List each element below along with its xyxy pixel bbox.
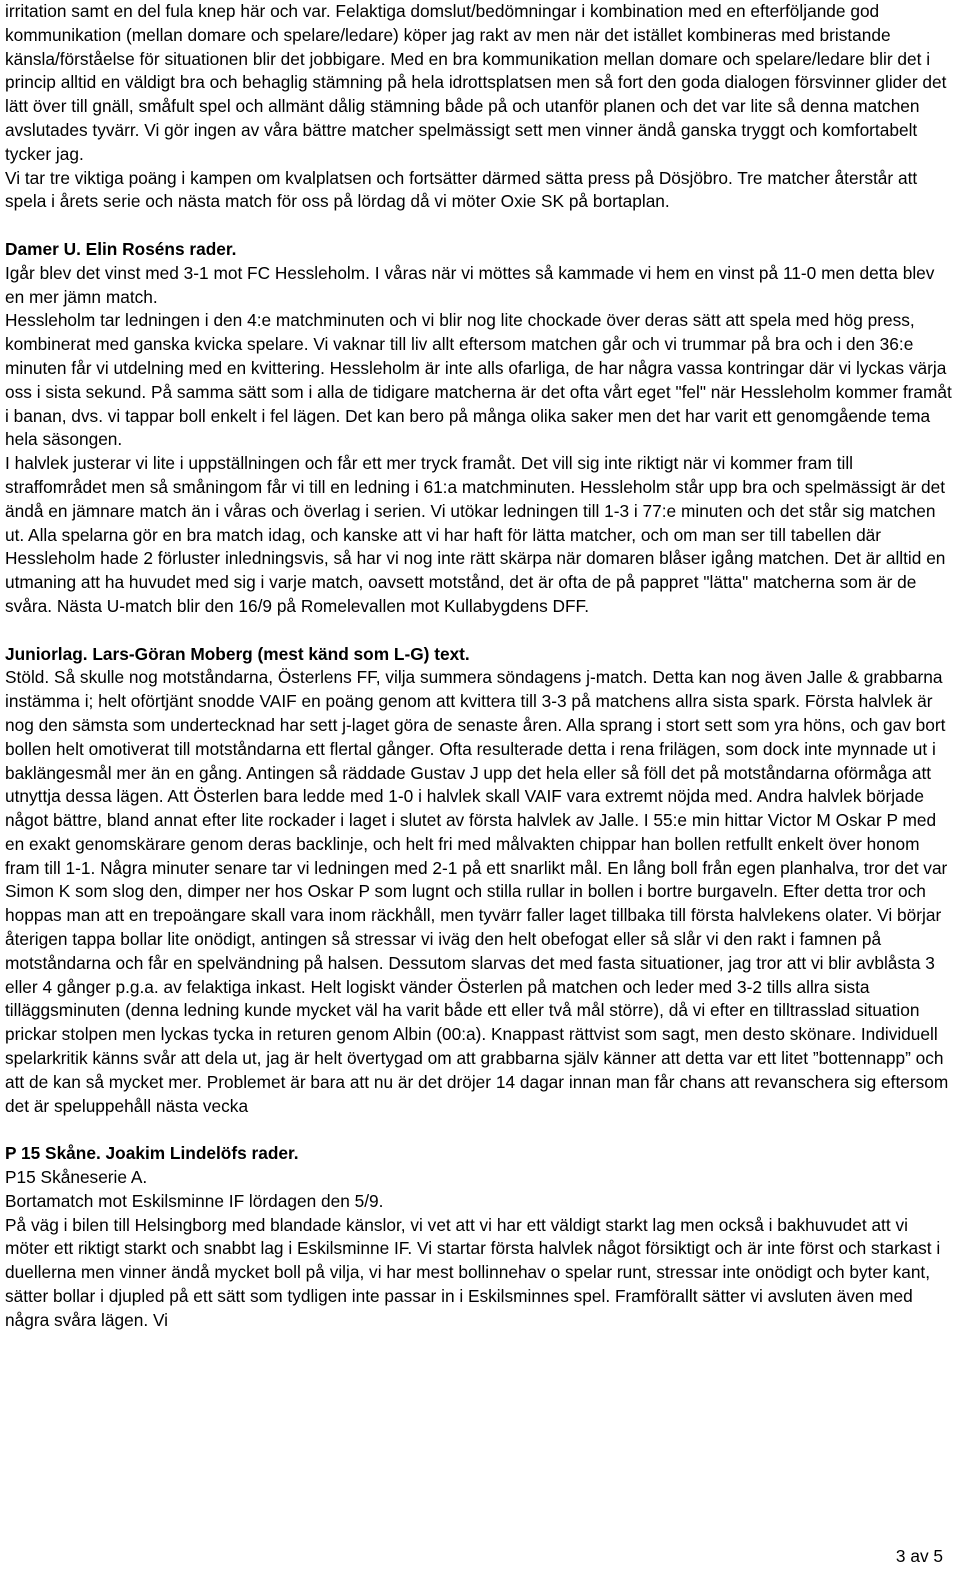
section-paragraph: Stöld. Så skulle nog motståndarna, Österlens FF, vilja summera söndagens j-match. Detta kan nog även Jalle & grabbarna instämma i; helt oförtjänt snodde VAIF en poäng genom att kvittera till 3-3 på matchens allra sista spark. Första halvlek är nog den sämsta som undertecknad har sett j-laget göra de senaste åren. Alla sprang i stort sett som yra höns, och gav bort bollen helt omotiverat till motståndarna ett flertal gånger. Ofta resulterade detta i rena frilägen, som dock inte mynnade ut i baklängesmål mer än en gång. Antingen så räddade Gustav J upp det hela eller så föll det på motståndarna oförmåga att utnyttja dessa lägen. Att Österlen bara ledde med 1-0 i halvlek skall VAIF vara extremt nöjda med. Andra halvlek började något bättre, bland annat efter lite rockader i laget i slutet av första halvlek av Jalle. I 55:e min hittar Victor M Oskar P med en exakt genomskärare genom deras backlinje, och helt fri med målvakten chippar han bollen retfullt enkelt över honom fram till 1-1. Några minuter senare tar vi ledningen med 2-1 på ett snarlikt mål. En lång boll från egen planhalva, tror det var Simon K som slog den, dimper ner hos Oskar P som lugnt och stilla rullar in bollen i bortre burgaveln. Efter detta tror och hoppas man att en trepoängare skall vara inom räckhåll, men tyvärr faller laget tillbaka till första halvlekens olater. Vi börjar återigen tappa bollar lite onödigt, antingen så stressar vi iväg den helt obefogat eller så slår vi den rakt i famnen på motståndarna och får en spelvändning på halsen. Dessutom slarvas det med fasta situationer, jag tror att vi blir avblåsta 3 eller 4 gånger p.g.a. av felaktiga inkast. Helt logiskt vänder Österlen på matchen och leder med 3-2 tills allra sista tilläggsminuten (denna ledning kunde mycket väl ha varit både ett eller två mål större), då vi efter en tilltrasslad situation prickar stolpen men lyckas tycka in returen genom Albin (00:a). Knappast rättvist som sagt, men desto skönare. Individuell spelarkritik känns svår att dela ut, jag är helt övertygad om att grabbarna själv känner att detta var ett litet ”bottennapp” och att de kan så mycket mer. Problemet är bara att nu är det dröjer 14 dagar innan man får chans att revanschera sig eftersom det är speluppehåll nästa vecka bbox=[5, 667, 949, 1116]
section-paragraph: Hessleholm tar ledningen i den 4:e matchminuten och vi blir nog lite chockade över deras sätt att spela med hög press, kombinerat med ganska kvicka spelare. Vi vaknar till liv allt eftersom matchen går och vi trummar på bra och i den 36:e minuten får vi utdelning med en kvittering. Hessleholm är inte alls ofarliga, de har några vassa kontringar där vi lyckas värja oss i sista sekund. På samma sätt som i alla de tidigare matcherna är det ofta vårt eget "fel" när Hessleholm kommer framåt i banan, dvs. vi tappar boll enkelt i fel lägen. Det kan bero på många olika saker men det har varit ett genomgående tema hela säsongen. bbox=[5, 310, 952, 450]
section-paragraph: P15 Skåneserie A. bbox=[5, 1167, 148, 1188]
intro-paragraph: irritation samt en del fula knep här och var. Felaktiga domslut/bedömningar i kombination med en efterföljande god kommunikation (mellan domare och spelare/ledare) köper jag rakt av men när det istället kombineras med bristande känsla/förståelse för situationen blir det jobbigare. Med en bra kommunikation mellan domare och spelare/ledare blir det i princip alltid en väldigt bra och behaglig stämning på hela idrottsplatsen men så fort den goda dialogen försvinner glider det lätt över till gnäll, småfult spel och allmänt dålig stämning både på och utanför planen och det var lite så denna matchen avslutades tyvärr. Vi gör ingen av våra bättre matcher spelmässigt sett men vinner ändå ganska tryggt och komfortabelt tycker jag. bbox=[5, 1, 947, 164]
section-heading-damer-u: Damer U. Elin Roséns rader. bbox=[5, 238, 237, 259]
section-paragraph: Bortamatch mot Eskilsminne IF lördagen den 5/9. bbox=[5, 1190, 384, 1211]
section-gap bbox=[5, 619, 955, 643]
section-paragraph: På väg i bilen till Helsingborg med blandade känslor, vi vet att vi har ett väldigt starkt lag men också i bakhuvudet att vi möter ett riktigt starkt och snabbt lag i Eskilsminne IF. Vi startar första halvlek något försiktigt och är inte först och starkast i duellerna men vinner ändå mycket boll på vilja, vi har mest bollinnehav o spelar runt, stressar inte onödigt och byter kant, sätter bollar i djupled på ett sätt som tydligen inte passar in i Eskilsminnes spel. Framförallt sätter vi avsluten även med några svåra lägen. Vi bbox=[5, 1214, 941, 1330]
section-gap bbox=[5, 1118, 955, 1142]
section-heading-p15-skane: P 15 Skåne. Joakim Lindelöfs rader. bbox=[5, 1143, 299, 1164]
section-heading-juniorlag: Juniorlag. Lars-Göran Moberg (mest känd som L-G) text. bbox=[5, 643, 470, 664]
section-paragraph: Igår blev det vinst med 3-1 mot FC Hessleholm. I våras när vi möttes så kammade vi hem en vinst på 11-0 men detta blev en mer jämn match. bbox=[5, 262, 935, 307]
intro-paragraph: Vi tar tre viktiga poäng i kampen om kvalplatsen och fortsätter därmed sätta press på Dösjöbro. Tre matcher återstår att spela i årets serie och nästa match för oss på lördag då vi möter Oxie SK på bortaplan. bbox=[5, 167, 918, 212]
section-paragraph: I halvlek justerar vi lite i uppställningen och får ett mer tryck framåt. Det vill sig inte riktigt när vi kommer fram till straffområdet men så småningom får vi till en ledning i 61:a matchminuten. Hessleholm står upp bra och spelmässigt är det ändå en jämnare match än i våras och överlag i serien. Vi utökar ledningen till 1-3 i 77:e minuten och det står sig matchen ut. Alla spelarna gör en bra match idag, och kanske att vi har haft för lätta matcher, och om man ser till tabellen där Hessleholm hade 2 förluster inledningsvis, så har vi nog inte rätt skärpa när domaren blåser igång matchen. Det är alltid en utmaning att ha huvudet med sig i varje match, oavsett motstånd, det är ofta de på pappret "lätta" matcherna som är de svåra. Nästa U-match blir den 16/9 på Romelevallen mot Kullabygdens DFF. bbox=[5, 453, 946, 616]
document-page bbox=[5, 0, 955, 1333]
section-gap bbox=[5, 214, 955, 238]
page-number: 3 av 5 bbox=[895, 1546, 943, 1566]
